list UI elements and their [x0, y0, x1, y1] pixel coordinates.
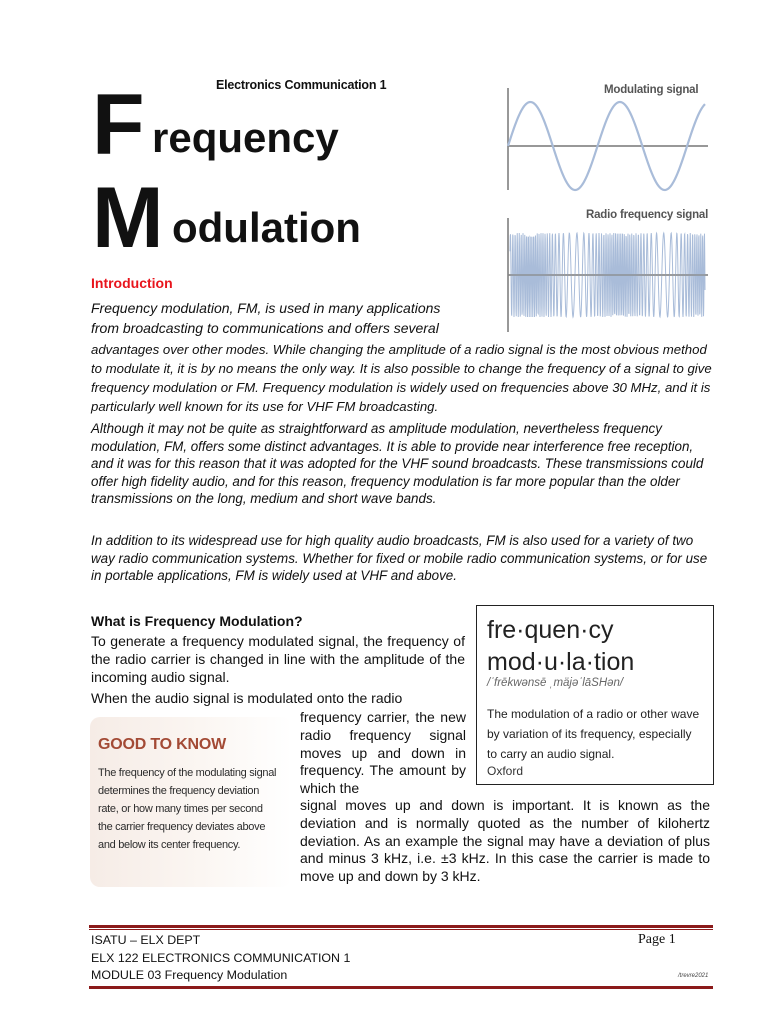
- footer-rule-bottom: [89, 986, 713, 989]
- what-is-paragraph-2b: frequency carrier, the new radio frequency signal moves up and down in frequency. The amount by which the: [300, 709, 466, 797]
- what-is-paragraph-2a: When the audio signal is modulated onto the radio: [91, 690, 403, 706]
- definition-meaning: The modulation of a radio or other wave by variation of its frequency, especially to carry an audio signal.: [487, 707, 700, 761]
- signal-figure: [500, 80, 715, 335]
- introduction-heading: Introduction: [91, 275, 173, 291]
- intro-paragraph-1b: advantages over other modes. While changing the amplitude of a radio signal is the most obvious method to modulate it, it is by no means the only way. It is also possible to change the frequency of a signal to give frequency modulation or FM. Frequency modulation is widely used on frequencies above 30 MHz, and it is particularly well known for its use for VHF FM broadcasting.: [91, 342, 712, 414]
- page-number: Page 1: [638, 932, 676, 947]
- footer-signature: /trevre2021: [678, 973, 709, 979]
- title-initial-f: F: [92, 77, 145, 173]
- definition-source: Oxford: [487, 764, 524, 778]
- good-to-know-text: The frequency of the modulating signal determines the frequency deviation rate, or how many times per second the carrier frequency deviates above and below its center frequency.: [98, 767, 277, 851]
- definition-word: [487, 614, 634, 678]
- what-is-paragraph-1: To generate a frequency modulated signal, the frequency of the radio carrier is changed in line with the amplitude of the incoming audio signal.: [91, 633, 465, 685]
- footer-course: ELX 122 ELECTRONICS COMMUNICATION 1: [91, 950, 351, 965]
- footer-rule-top-thin: [89, 929, 713, 930]
- title-word-odulation: odulation: [172, 204, 361, 251]
- good-to-know-box: [90, 717, 292, 887]
- definition-word-line2: mod·u·la·tion: [487, 648, 635, 676]
- what-is-fm-heading: What is Frequency Modulation?: [91, 613, 303, 629]
- what-is-paragraph-2c: signal moves up and down is important. It is known as the deviation and is normally quoted as the number of kilohertz deviation. As an example the signal may have a deviation of plus and minus 3 kHz, i.e. ±3 kHz. In this case the carrier is made to move up and down by 3 kHz.: [300, 797, 710, 885]
- signal-plot: [500, 80, 715, 335]
- definition-box: [476, 605, 714, 785]
- intro-paragraph-2: Although it may not be quite as straightforward as amplitude modulation, nevertheless frequency modulation, FM, offers some distinct advantages. It is able to provide near interference free reception, and it was for this reason that it was adopted for the VHF sound broadcasts. These transmissions could offer high fidelity audio, and for this reason, frequency modulation is far more popular than the older transmissions on the long, medium and short wave bands.: [91, 421, 704, 506]
- footer-rule-top: [89, 925, 713, 928]
- title-initial-m: M: [92, 170, 164, 266]
- modulating-signal-label: Modulating signal: [604, 84, 699, 96]
- rf-signal-label: Radio frequency signal: [586, 209, 709, 221]
- intro-paragraph-3: In addition to its widespread use for high quality audio broadcasts, FM is also used for a variety of two way radio communication systems. Whether for fixed or mobile radio communication systems, or for use in portable applications, FM is widely used at VHF and above.: [91, 533, 708, 583]
- course-title: Electronics Communication 1: [216, 78, 387, 92]
- good-to-know-title: GOOD TO KNOW: [98, 736, 226, 753]
- intro-paragraph-1a: Frequency modulation, FM, is used in many applications from broadcasting to communications and offers several: [91, 300, 441, 336]
- definition-word-line1: fre·quen·cy: [487, 616, 614, 644]
- footer-info: [91, 932, 350, 985]
- footer-dept: ISATU – ELX DEPT: [91, 933, 201, 947]
- title-word-requency: requency: [152, 114, 339, 161]
- footer-module: MODULE 03 Frequency Modulation: [91, 968, 288, 982]
- definition-pronunciation: /ˈfrēkwənsē ˌmäjəˈlāSHən/: [487, 677, 624, 689]
